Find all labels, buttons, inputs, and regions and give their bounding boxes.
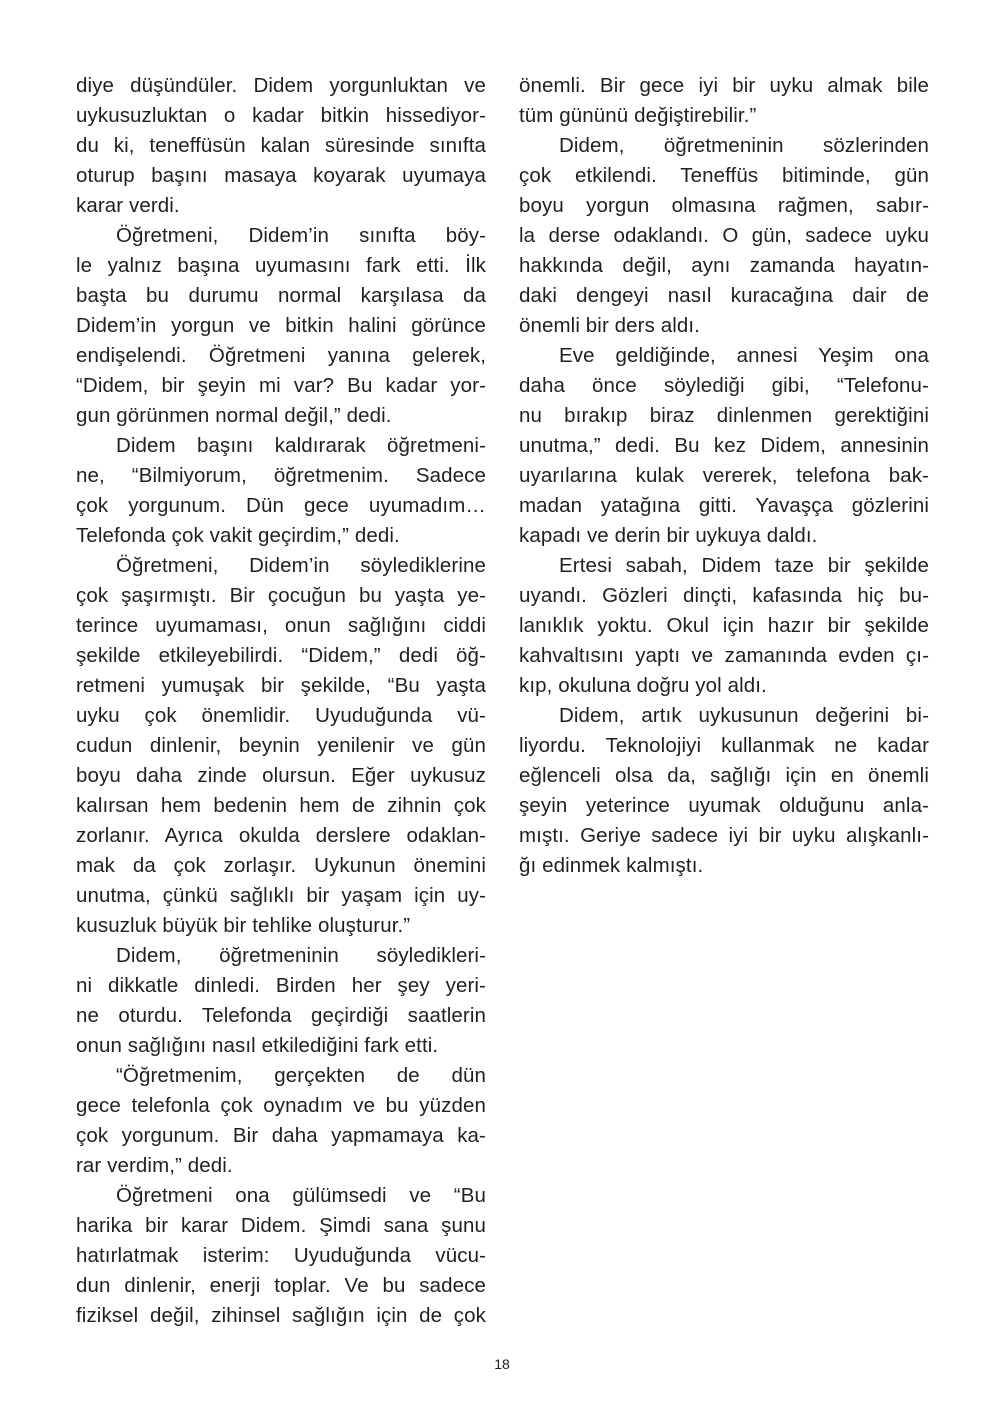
text-line: la derse odaklandı. O gün, sadece uyku [519,224,929,247]
text-line: harika bir karar Didem. Şimdi sana şunu [76,1214,486,1237]
page-number: 18 [494,1356,510,1372]
left-text-column [76,71,486,1331]
text-line: Didem, artık uykusunun değerini bi- [559,704,929,727]
text-line: önemli bir ders aldı. [519,314,700,337]
text-line: daha önce söylediği gibi, “Telefonu- [519,374,929,397]
text-line: oturup başını masaya koyarak uyumaya [76,164,486,187]
text-line: gece telefonla çok oynadım ve bu yüzden [76,1094,486,1117]
text-line: nu bırakıp biraz dinlenmen gerektiğini [519,404,929,427]
text-line: karar verdi. [76,194,180,217]
text-line: unutma, çünkü sağlıklı bir yaşam için uy- [76,884,486,907]
text-line: çok etkilendi. Teneffüs bitiminde, gün [519,164,929,187]
text-line: boyu yorgun olmasına rağmen, sabır- [519,194,929,217]
text-line: diye düşündüler. Didem yorgunluktan ve [76,74,486,97]
right-text-column [519,71,929,881]
text-line: Öğretmeni, Didem’in söylediklerine [116,554,486,577]
text-line: kahvaltısını yaptı ve zamanında evden çı- [519,644,929,667]
text-line: başta bu durumu normal karşılasa da [76,284,486,307]
text-line: Didem, öğretmeninin sözlerinden [559,134,929,157]
text-line: önemli. Bir gece iyi bir uyku almak bile [519,74,929,97]
text-line: Eve geldiğinde, annesi Yeşim ona [559,344,929,367]
text-line: kıp, okuluna doğru yol aldı. [519,674,767,697]
text-line: çok yorgunum. Bir daha yapmamaya ka- [76,1124,486,1147]
text-line: hakkında değil, aynı zamanda hayatın- [519,254,929,277]
text-line: uykusuzluktan o kadar bitkin hissediyor- [76,104,486,127]
text-line: Öğretmeni ona gülümsedi ve “Bu [116,1184,486,1207]
text-line: tüm gününü değiştirebilir.” [519,104,757,127]
text-line: eğlenceli olsa da, sağlığı için en önemli [519,764,929,787]
text-line: çok şaşırmıştı. Bir çocuğun bu yaşta ye- [76,584,486,607]
text-line: endişelendi. Öğretmeni yanına gelerek, [76,344,486,367]
text-line: mak da çok zorlaşır. Uykunun önemini [76,854,486,877]
text-line: le yalnız başına uyumasını fark etti. İlk [76,254,486,277]
text-line: ni dikkatle dinledi. Birden her şey yeri- [76,974,486,997]
text-line: cudun dinlenir, beynin yenilenir ve gün [76,734,486,757]
text-line: kusuzluk büyük bir tehlike oluşturur.” [76,914,411,937]
text-line: gun görünmen normal değil,” dedi. [76,404,392,427]
text-line: “Öğretmenim, gerçekten de dün [116,1064,486,1087]
text-line: şekilde etkileyebilirdi. “Didem,” dedi öğ- [76,644,486,667]
text-line: Öğretmeni, Didem’in sınıfta böy- [116,224,486,247]
text-line: kalırsan hem bedenin hem de zihnin çok [76,794,486,817]
text-line: lanıklık yoktu. Okul için hazır bir şekilde [519,614,929,637]
text-line: dun dinlenir, enerji toplar. Ve bu sadece [76,1274,486,1297]
text-line: Didem’in yorgun ve bitkin halini görünce [76,314,486,337]
text-line: ne, “Bilmiyorum, öğretmenim. Sadece [76,464,486,487]
text-line: uyarılarına kulak vererek, telefona bak- [519,464,929,487]
text-line: Didem başını kaldırarak öğretmeni- [116,434,486,457]
text-line: boyu daha zinde olursun. Eğer uykusuz [76,764,486,787]
text-line: onun sağlığını nasıl etkilediğini fark etti. [76,1034,439,1057]
text-line: terince uyumaması, onun sağlığını ciddi [76,614,486,637]
text-line: Ertesi sabah, Didem taze bir şekilde [559,554,929,577]
text-line: şeyin yeterince uyumak olduğunu anla- [519,794,929,817]
text-line: unutma,” dedi. Bu kez Didem, annesinin [519,434,929,457]
text-line: fiziksel değil, zihinsel sağlığın için de çok [76,1304,486,1327]
text-line: mıştı. Geriye sadece iyi bir uyku alışkanlı- [519,824,929,847]
text-line: retmeni yumuşak bir şekilde, “Bu yaşta [76,674,486,697]
text-line: uyandı. Gözleri dinçti, kafasında hiç bu- [519,584,929,607]
text-line: hatırlatmak isterim: Uyuduğunda vücu- [76,1244,486,1267]
text-line: rar verdim,” dedi. [76,1154,233,1177]
text-line: Telefonda çok vakit geçirdim,” dedi. [76,524,400,547]
text-line: liyordu. Teknolojiyi kullanmak ne kadar [519,734,929,757]
text-line: “Didem, bir şeyin mi var? Bu kadar yor- [76,374,486,397]
text-line: madan yatağına gitti. Yavaşça gözlerini [519,494,929,517]
text-line: zorlanır. Ayrıca okulda derslere odaklan- [76,824,486,847]
text-line: ne oturdu. Telefonda geçirdiği saatlerin [76,1004,486,1027]
text-line: daki dengeyi nasıl kuracağına dair de [519,284,929,307]
text-line: kapadı ve derin bir uykuya daldı. [519,524,818,547]
text-line: du ki, teneffüsün kalan süresinde sınıfta [76,134,486,157]
text-line: Didem, öğretmeninin söyledikleri- [116,944,486,967]
text-line: uyku çok önemlidir. Uyuduğunda vü- [76,704,486,727]
text-line: çok yorgunum. Dün gece uyumadım… [76,494,486,517]
text-line: ğı edinmek kalmıştı. [519,854,704,877]
